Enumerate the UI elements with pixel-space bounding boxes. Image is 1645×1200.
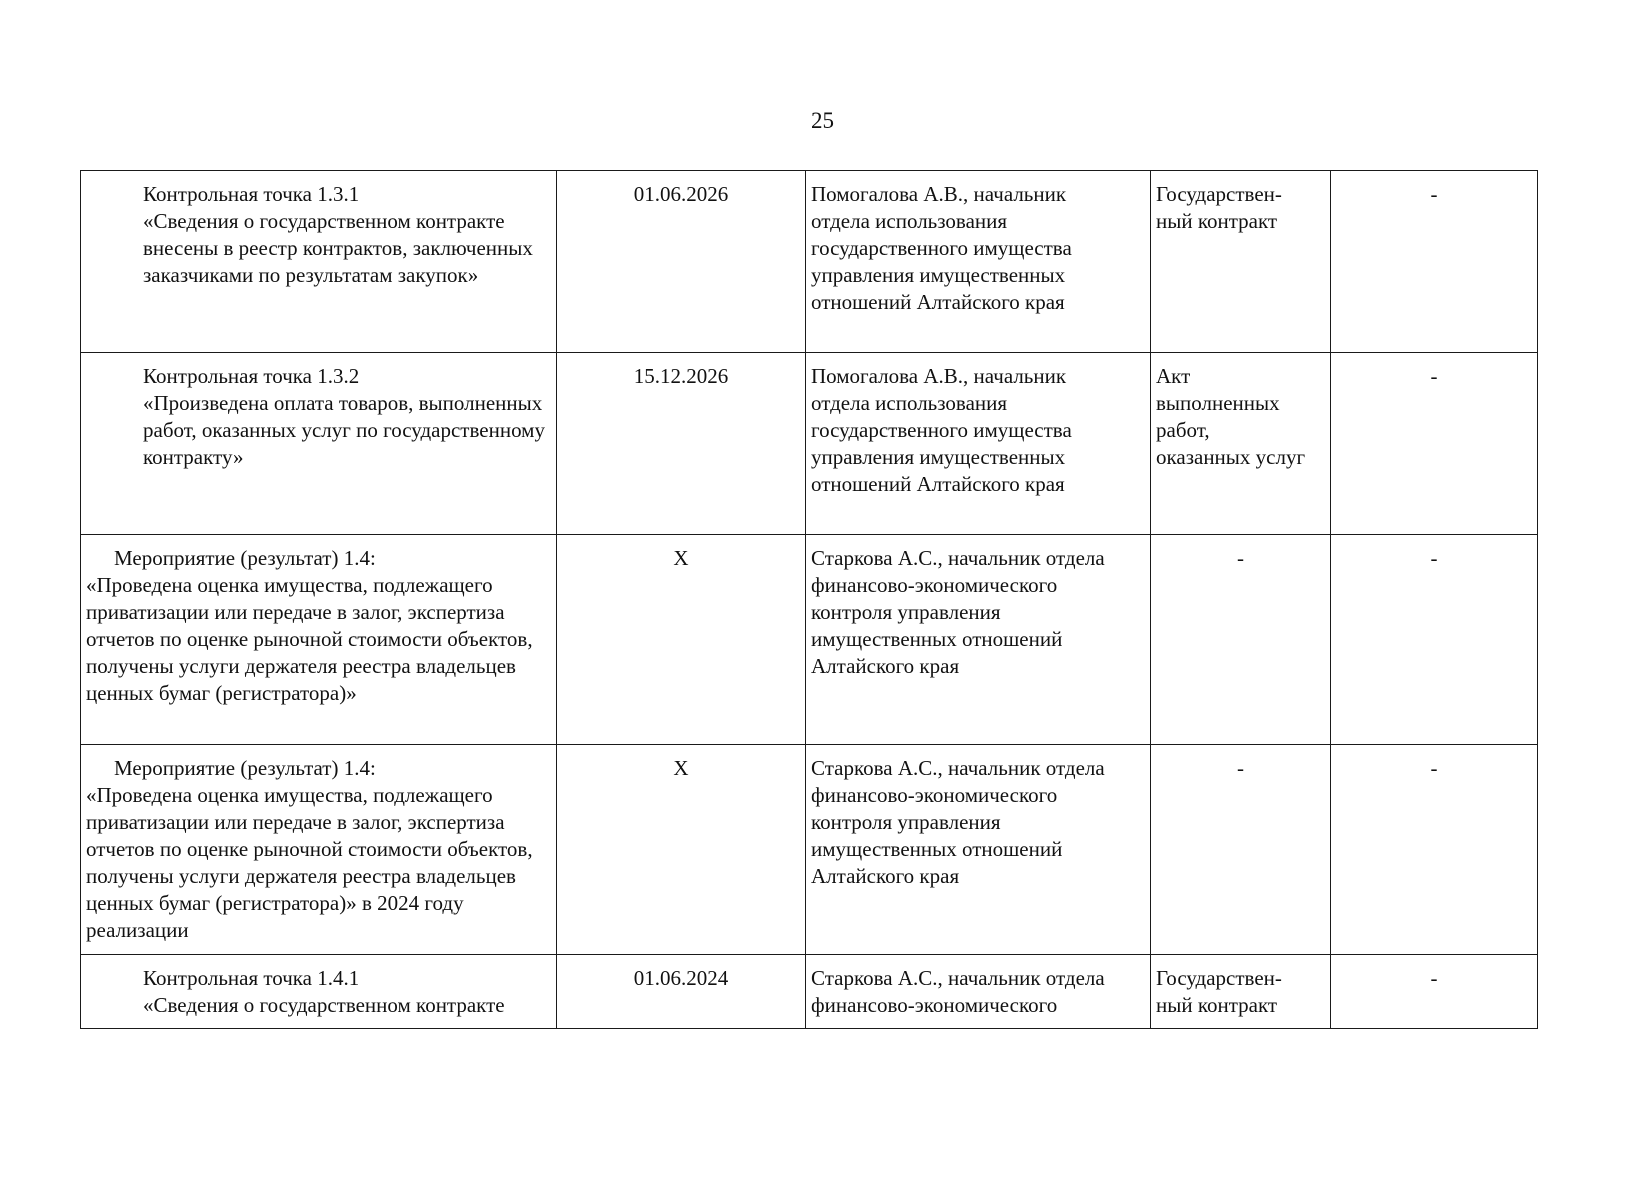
document-type: - [1237, 546, 1244, 570]
extra-value: - [1430, 546, 1438, 570]
event-name: Мероприятие (результат) 1.4: «Проведена оценка имущества, подлежащего приватизации или передаче в залог, экспертиза отчетов по оценке рыночной стоимости объектов, получены услуги держателя реестра владельцев ценных бумаг (регистратора)» [86, 546, 533, 705]
responsible-person: Старкова А.С., начальник отдела финансово-экономического контроля управления имущественных отношений Алтайского края [811, 546, 1105, 678]
checkpoint-name: Контрольная точка 1.3.2 «Произведена оплата товаров, выполненных работ, оказанных услуг по государственному контракту» [143, 364, 545, 469]
responsible-cell [806, 955, 1151, 1029]
extra-value: - [1430, 364, 1438, 388]
date-cell [557, 745, 806, 955]
checkpoint-name: Контрольная точка 1.3.1 «Сведения о государственном контракте внесены в реестр контрактов, заключенных заказчиками по результатам закупок» [143, 182, 533, 287]
deadline-date: 01.06.2024 [633, 966, 729, 990]
table-row [81, 171, 1538, 353]
document-cell [1151, 171, 1331, 353]
activity-name-cell [81, 353, 557, 535]
extra-value: - [1430, 756, 1438, 780]
extra-cell [1331, 955, 1538, 1029]
activity-name-cell [81, 745, 557, 955]
responsible-person: Старкова А.С., начальник отдела финансово-экономического [811, 966, 1105, 1017]
activity-name-cell [81, 535, 557, 745]
document-cell [1151, 955, 1331, 1029]
date-cell [557, 353, 806, 535]
checkpoint-name: Контрольная точка 1.4.1 «Сведения о государственном контракте [143, 966, 505, 1017]
document-cell [1151, 535, 1331, 745]
deadline-date: X [673, 546, 689, 570]
plan-table [80, 170, 1538, 1029]
responsible-person: Помогалова А.В., начальник отдела использования государственного имущества управления имущественных отношений Алтайского края [811, 182, 1072, 314]
extra-cell [1331, 535, 1538, 745]
page-number: 25 [811, 108, 834, 133]
extra-value: - [1430, 182, 1438, 206]
table-row [81, 353, 1538, 535]
responsible-cell [806, 353, 1151, 535]
responsible-cell [806, 535, 1151, 745]
document-cell [1151, 353, 1331, 535]
extra-cell [1331, 745, 1538, 955]
document-type: Государствен- ный контракт [1156, 182, 1282, 233]
activity-name-cell [81, 955, 557, 1029]
responsible-cell [806, 745, 1151, 955]
date-cell [557, 955, 806, 1029]
deadline-date: 01.06.2026 [633, 182, 729, 206]
table-row [81, 955, 1538, 1029]
document-type: - [1237, 756, 1244, 780]
document-type: Акт выполненных работ, оказанных услуг [1156, 364, 1306, 469]
deadline-date: X [673, 756, 689, 780]
date-cell [557, 171, 806, 353]
date-cell [557, 535, 806, 745]
responsible-cell [806, 171, 1151, 353]
responsible-person: Помогалова А.В., начальник отдела использования государственного имущества управления имущественных отношений Алтайского края [811, 364, 1072, 496]
document-type: Государствен- ный контракт [1156, 966, 1282, 1017]
activity-name-cell [81, 171, 557, 353]
extra-cell [1331, 171, 1538, 353]
extra-value: - [1430, 966, 1438, 990]
responsible-person: Старкова А.С., начальник отдела финансово-экономического контроля управления имущественных отношений Алтайского края [811, 756, 1105, 888]
deadline-date: 15.12.2026 [633, 364, 729, 388]
extra-cell [1331, 353, 1538, 535]
document-cell [1151, 745, 1331, 955]
table-row [81, 745, 1538, 955]
table-row [81, 535, 1538, 745]
event-name: Мероприятие (результат) 1.4: «Проведена оценка имущества, подлежащего приватизации или передаче в залог, экспертиза отчетов по оценке рыночной стоимости объектов, получены услуги держателя реестра владельцев ценных бумаг (регистратора)» в 2024 году реализации [86, 756, 533, 942]
